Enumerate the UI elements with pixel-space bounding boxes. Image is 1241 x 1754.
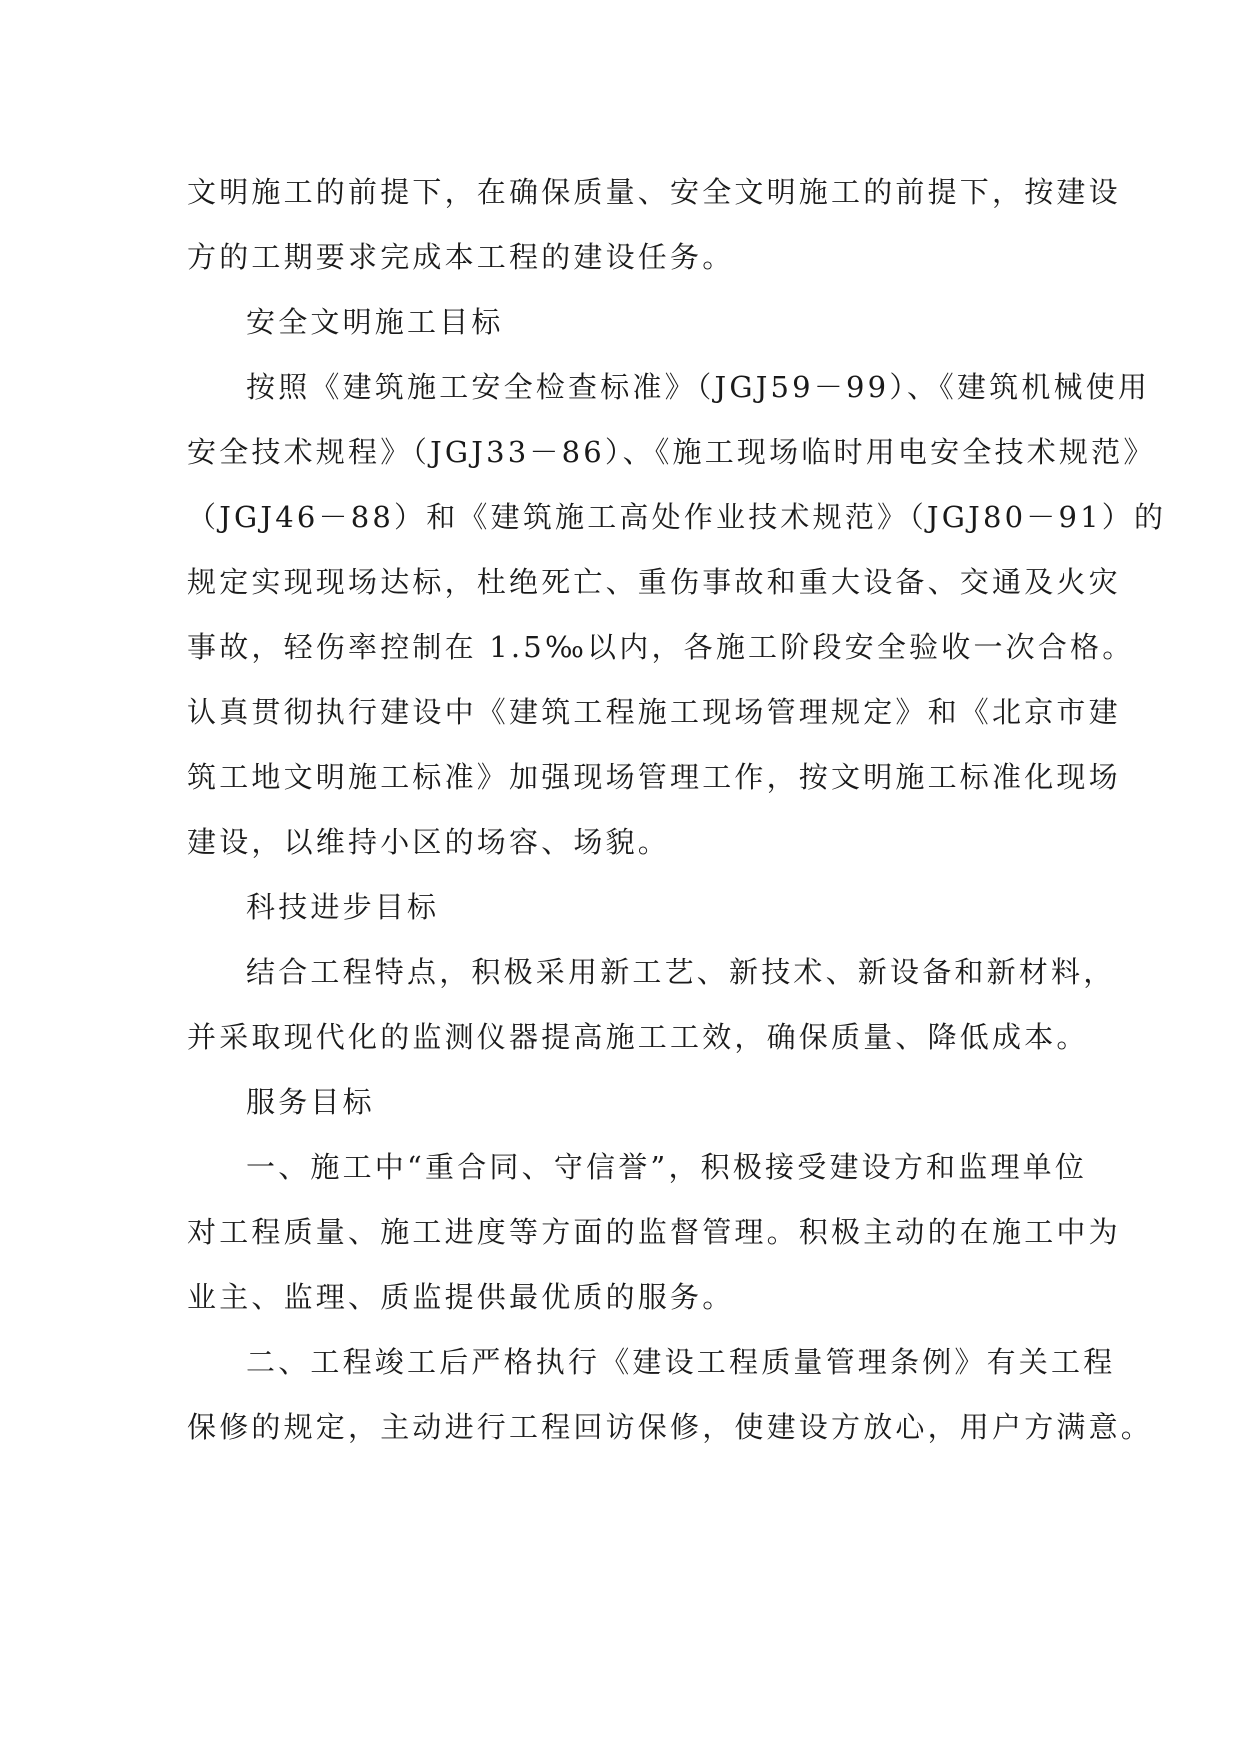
text-line: 结合工程特点，积极采用新工艺、新技术、新设备和新材料， — [246, 955, 1116, 989]
text-line: 一、施工中“重合同、守信誉”，积极接受建设方和监理单位 — [246, 1150, 1088, 1184]
text-line: 保修的规定，主动进行工程回访保修，使建设方放心，用户方满意。 — [187, 1410, 1154, 1444]
section-heading-technology: 科技进步目标 — [246, 890, 440, 924]
text-line: 按照《建筑施工安全检查标准》（JGJ59－99）、《建筑机械使用 — [246, 370, 1151, 404]
text-line: （JGJ46－88）和《建筑施工高处作业技术规范》（JGJ80－91）的 — [187, 500, 1167, 534]
text-line: 认真贯彻执行建设中《建筑工程施工现场管理规定》和《北京市建 — [187, 695, 1121, 729]
document-body — [187, 160, 1167, 1460]
text-line: 方的工期要求完成本工程的建设任务。 — [187, 240, 735, 274]
text-line: 事故，轻伤率控制在 1.5‰以内，各施工阶段安全验收一次合格。 — [187, 630, 1135, 664]
text-line: 对工程质量、施工进度等方面的监督管理。积极主动的在施工中为 — [187, 1215, 1121, 1249]
text-line: 筑工地文明施工标准》加强现场管理工作，按文明施工标准化现场 — [187, 760, 1121, 794]
section-heading-safety: 安全文明施工目标 — [246, 305, 504, 339]
text-line: 建设，以维持小区的场容、场貌。 — [187, 825, 671, 859]
text-line: 并采取现代化的监测仪器提高施工工效，确保质量、降低成本。 — [187, 1020, 1089, 1054]
text-line: 规定实现现场达标，杜绝死亡、重伤事故和重大设备、交通及火灾 — [187, 565, 1121, 599]
section-heading-service: 服务目标 — [246, 1085, 375, 1119]
text-line: 安全技术规程》（JGJ33－86）、《施工现场临时用电安全技术规范》 — [187, 435, 1156, 469]
text-line: 业主、监理、质监提供最优质的服务。 — [187, 1280, 735, 1314]
text-line: 二、工程竣工后严格执行《建设工程质量管理条例》有关工程 — [246, 1345, 1116, 1379]
text-line: 文明施工的前提下，在确保质量、安全文明施工的前提下，按建设 — [187, 175, 1121, 209]
